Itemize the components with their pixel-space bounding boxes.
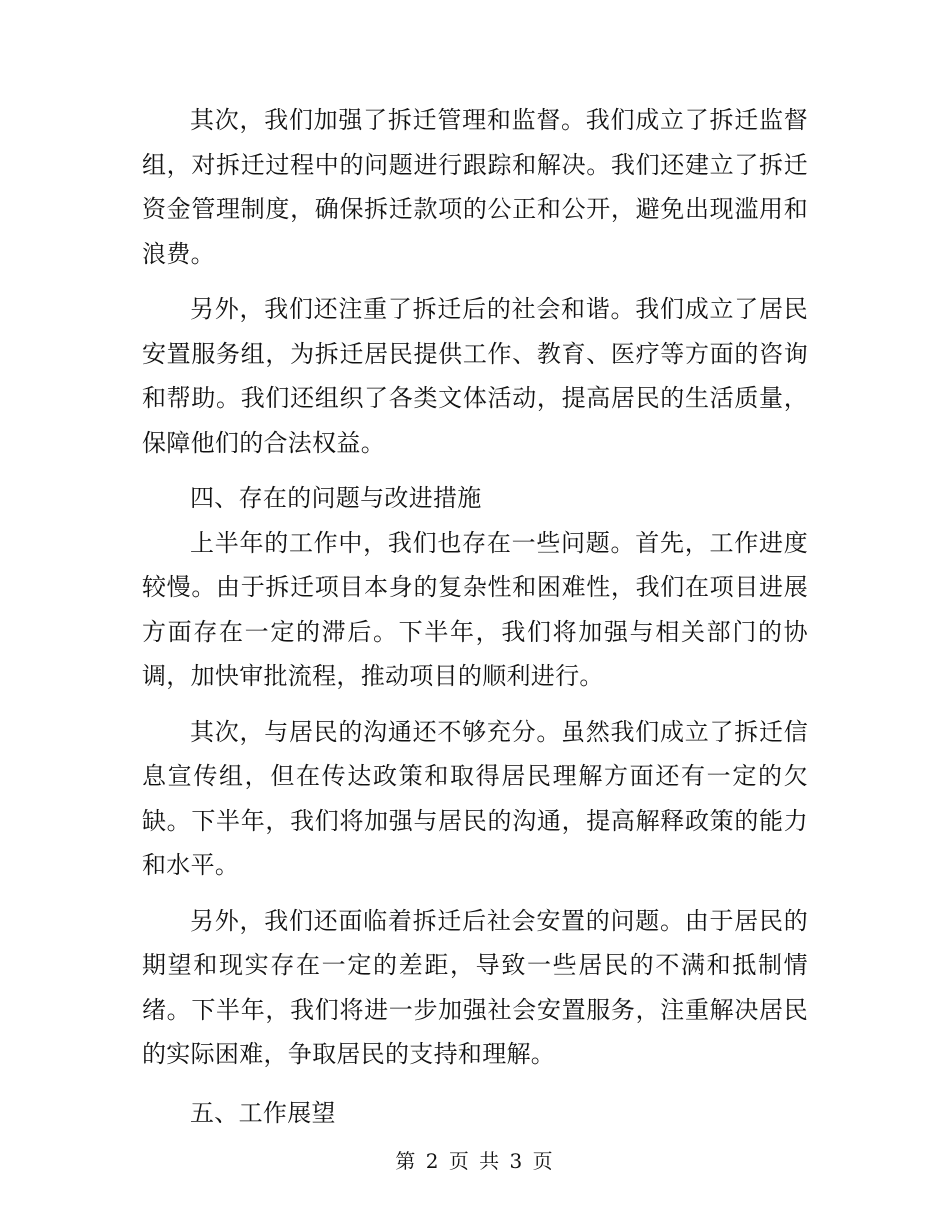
document-body [142, 98, 808, 1135]
paragraph-management-supervision: 其次，我们加强了拆迁管理和监督。我们成立了拆迁监督组，对拆迁过程中的问题进行跟踪和解决。我们还建立了拆迁资金管理制度，确保拆迁款项的公正和公开，避免出现滥用和浪费。 [142, 106, 808, 268]
paragraph-social-harmony: 另外，我们还注重了拆迁后的社会和谐。我们成立了居民安置服务组，为拆迁居民提供工作、教育、医疗等方面的咨询和帮助。我们还组织了各类文体活动，提高居民的生活质量，保障他们的合法权益。 [142, 295, 808, 457]
paragraph-communication: 其次，与居民的沟通还不够充分。虽然我们成立了拆迁信息宣传组，但在传达政策和取得居民理解方面还有一定的欠缺。下半年，我们将加强与居民的沟通，提高解释政策的能力和水平。 [142, 717, 808, 879]
section-heading-problems: 四、存在的问题与改进措施 [190, 484, 482, 512]
paragraph-progress-slow: 上半年的工作中，我们也存在一些问题。首先，工作进度较慢。由于拆迁项目本身的复杂性和困难性，我们在项目进展方面存在一定的滞后。下半年，我们将加强与相关部门的协调，加快审批流程，推动项目的顺利进行。 [142, 528, 808, 690]
section-heading-outlook: 五、工作展望 [190, 1098, 336, 1127]
paragraph-resettlement: 另外，我们还面临着拆迁后社会安置的问题。由于居民的期望和现实存在一定的差距，导致一些居民的不满和抵制情绪。下半年，我们将进一步加强社会安置服务，注重解决居民的实际困难，争取居民的支持和理解。 [142, 906, 808, 1068]
page-number-footer: 第 2 页 共 3 页 [395, 1149, 555, 1173]
